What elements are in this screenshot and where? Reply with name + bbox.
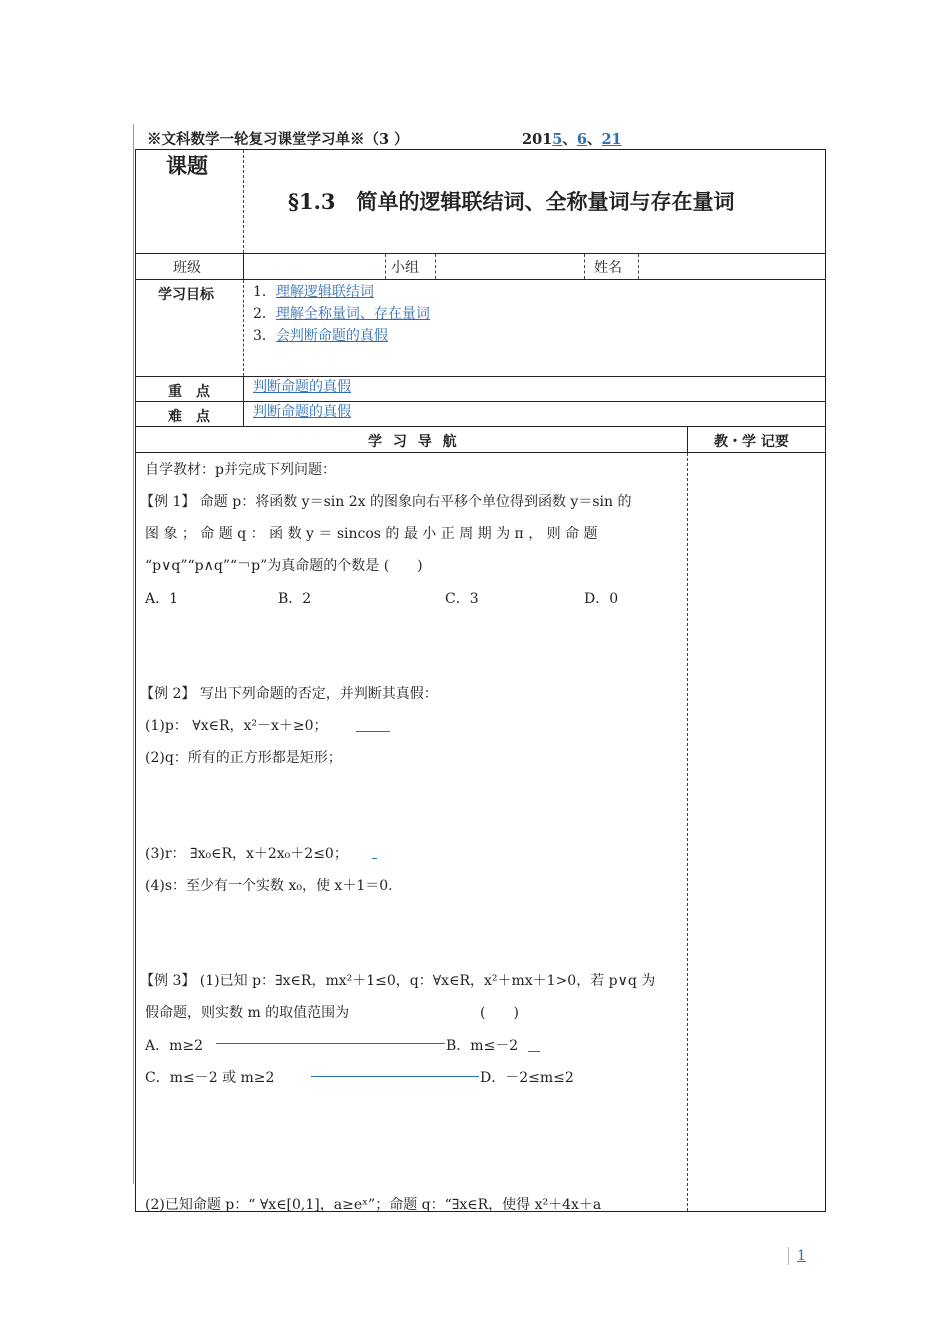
goals-list bbox=[253, 281, 430, 347]
date-link-21[interactable]: 21 bbox=[601, 131, 622, 148]
example-1-line-2: 图 象 ； 命 题 q ： 函 数 y ＝ sincos 的 最 小 正 周 期 为 π ， 则 命 题 bbox=[145, 526, 598, 542]
example-3-line-2: 假命题，则实数 m 的取值范围为 bbox=[145, 1005, 350, 1021]
intro-text: 自学教材：p并完成下列问题： bbox=[145, 462, 336, 478]
col-divider bbox=[385, 254, 386, 279]
margin-line bbox=[133, 124, 134, 1184]
goal-item: 2．理解全称量词、存在量词 bbox=[253, 306, 430, 322]
col-divider bbox=[638, 254, 639, 279]
goal-item: 1．理解逻辑联结词 bbox=[253, 284, 374, 300]
option-leader-line bbox=[216, 1043, 445, 1044]
example-1-line-1: 【例 1】 命题 p：将函数 y＝sin 2x 的图象向右平移个单位得到函数 y＝sin 的 bbox=[140, 494, 632, 510]
goal-link[interactable]: 理解逻辑联结词 bbox=[275, 284, 374, 300]
example-3-option-a: A．m≥2 bbox=[145, 1038, 204, 1054]
row-divider bbox=[135, 253, 826, 254]
row-divider bbox=[135, 279, 826, 280]
date-link-5[interactable]: 5 bbox=[552, 131, 563, 148]
document-header: ※文科数学一轮复习课堂学习单※（3 ） bbox=[147, 131, 409, 148]
example-3-option-c: C．m≤－2 或 m≥2 bbox=[145, 1070, 275, 1086]
example-2-line-1: 【例 2】 写出下列命题的否定，并判断其真假： bbox=[140, 686, 438, 702]
row-divider bbox=[135, 452, 826, 453]
page-number-divider bbox=[788, 1247, 789, 1265]
example-1-option-c: C．3 bbox=[445, 591, 479, 607]
example-3-option-b: B．m≤－2 bbox=[446, 1038, 519, 1054]
row-divider bbox=[135, 426, 826, 427]
col-divider bbox=[243, 280, 244, 376]
date-year-prefix: 201 bbox=[522, 131, 553, 148]
date-link-6[interactable]: 6 bbox=[576, 131, 587, 148]
example-3-line-1: 【例 3】 (1)已知 p：∃x∈R，mx²＋1≤0，q：∀x∈R，x²＋mx＋1>0，若 p∨q 为 bbox=[140, 973, 656, 989]
topic-label: 课题 bbox=[166, 153, 208, 178]
col-divider bbox=[687, 426, 688, 452]
key-point-label: 重 点 bbox=[168, 384, 210, 400]
class-label: 班级 bbox=[173, 260, 201, 276]
name-label: 姓名 bbox=[594, 260, 622, 276]
date-sep-2: 、 bbox=[586, 131, 602, 148]
example-1-line-3: “p∨q”“p∧q”“￢p”为真命题的个数是 ( ) bbox=[145, 558, 423, 574]
group-label: 小组 bbox=[391, 260, 419, 276]
col-divider bbox=[243, 253, 244, 279]
example-1-option-d: D．0 bbox=[584, 591, 619, 607]
answer-blank bbox=[356, 731, 390, 732]
goal-link[interactable]: 会判断命题的真假 bbox=[275, 328, 388, 344]
example-2-p: (1)p： ∀x∈R，x²－x＋≥0； bbox=[145, 718, 328, 734]
example-3-paren: ( ) bbox=[480, 1005, 519, 1021]
nav-heading: 学 习 导 航 bbox=[368, 434, 460, 450]
col-divider bbox=[584, 254, 585, 279]
example-1-option-a: A．1 bbox=[145, 591, 179, 607]
key-point-link[interactable]: 判断命题的真假 bbox=[253, 379, 351, 395]
example-2-r: (3)r： ∃x₀∈R，x＋2x₀＋2≤0； bbox=[145, 846, 348, 862]
option-leader-line bbox=[311, 1076, 479, 1077]
notes-column-divider bbox=[687, 453, 688, 1211]
page-number[interactable]: 1 bbox=[797, 1248, 806, 1264]
example-1-option-b: B．2 bbox=[278, 591, 312, 607]
difficult-point-link[interactable]: 判断命题的真假 bbox=[253, 404, 351, 420]
answer-blank bbox=[372, 858, 377, 859]
row-divider bbox=[135, 401, 826, 402]
goal-link[interactable]: 理解全称量词、存在量词 bbox=[275, 306, 430, 322]
notes-heading: 教・学 记要 bbox=[714, 434, 789, 450]
example-2-s: (4)s：至少有一个实数 x₀，使 x＋1＝0. bbox=[145, 878, 393, 894]
col-divider bbox=[435, 254, 436, 279]
document-date bbox=[522, 128, 622, 149]
difficult-point-label: 难 点 bbox=[168, 409, 210, 425]
answer-blank bbox=[528, 1051, 540, 1052]
example-3-option-d: D．－2≤m≤2 bbox=[480, 1070, 574, 1086]
example-2-q: (2)q：所有的正方形都是矩形； bbox=[145, 750, 342, 766]
goal-item: 3．会判断命题的真假 bbox=[253, 328, 388, 344]
date-sep-1: 、 bbox=[562, 131, 577, 148]
goals-label: 学习目标 bbox=[158, 287, 214, 303]
example-3-part-2: (2)已知命题 p：“ ∀x∈[0,1]，a≥eˣ”；命题 q：“∃x∈R，使得 x²＋4x＋a bbox=[145, 1197, 602, 1213]
col-divider bbox=[243, 150, 244, 253]
page-title: §1.3 简单的逻辑联结词、全称量词与存在量词 bbox=[288, 189, 735, 214]
col-divider bbox=[243, 376, 244, 426]
row-divider bbox=[135, 376, 826, 377]
